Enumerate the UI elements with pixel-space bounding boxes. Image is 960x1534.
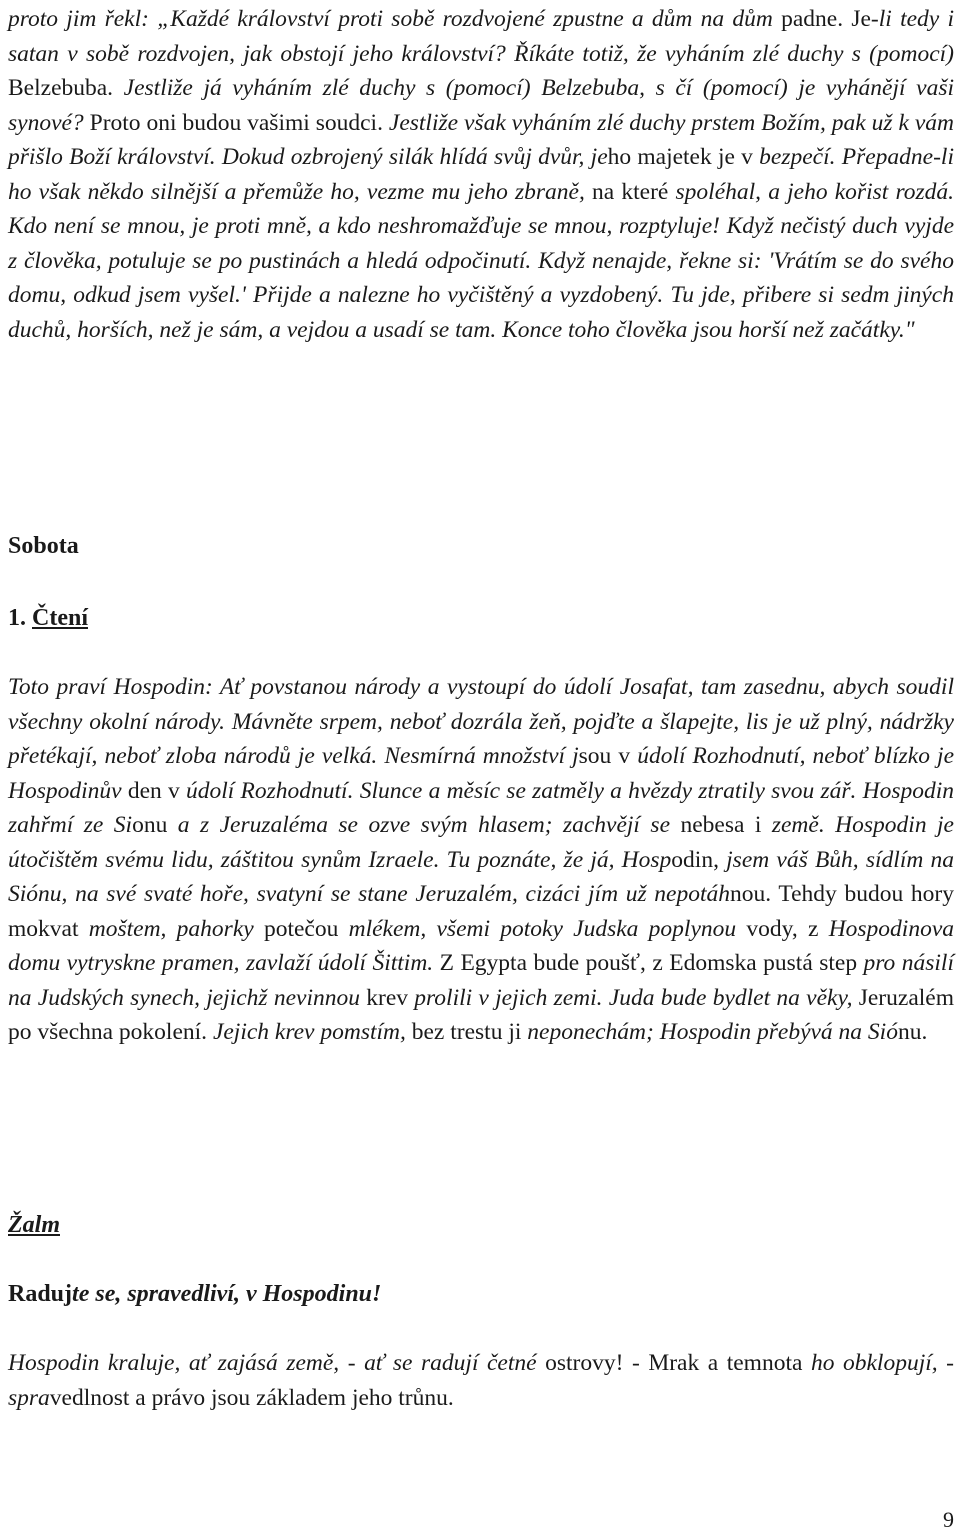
text-segment: mlékem, všemi potoky Judska poplynou <box>348 915 747 942</box>
first-reading-text <box>8 670 954 1050</box>
text-segment: sou v <box>578 743 638 769</box>
text-segment: Jestliže však vyháním zlé duchy prstem Božím, pak už k vám přišlo Boží království. Dokud ozbrojený silák hlídá svůj dvůr, je <box>8 109 954 170</box>
page-number: 9 <box>943 1507 954 1532</box>
text-segment: den v <box>127 777 186 804</box>
text-segment: bez trestu ji <box>411 1019 528 1045</box>
psalm-refrain <box>8 1277 381 1311</box>
text-segment: moštem, pahorky <box>88 915 264 942</box>
text-segment: Toto praví Hospodin: Ať povstanou národy a vystoupí do údolí Josafat, tam zasednu, abych soudil všechny okolní národy. Mávněte srpem, neboť dozrála žeň, pojďte a šlapejte, lis je už plný, nádržky přetékají, neboť zloba národů je velká. Nesmírná množství j <box>8 674 954 769</box>
text-segment: li tedy i satan v sobě rozdvojen, jak obstojí jeho království? Říkáte totiž, že vyháním zlé duchy s (pomocí) <box>8 6 955 67</box>
text-segment: potečou <box>263 915 349 942</box>
text-segment: vedlnost a právo jsou základem jeho trůnu. <box>49 1384 454 1411</box>
psalm-refrain-start: Raduj <box>8 1281 73 1307</box>
text-segment: jsem váš Bůh, sídlím na Siónu, na své svaté hoře, svatyní se stane Jeruzalém, cizáci jím už nepotáh <box>8 846 955 907</box>
text-segment: proto jim řekl: „Každé království proti sobě rozdvojené zpustne a dům na dům <box>8 6 782 32</box>
text-segment: krev <box>366 984 415 1011</box>
first-reading-heading <box>8 601 88 635</box>
first-reading-number: 1. <box>8 605 32 631</box>
text-segment: země. Hospodin je útočištěm svému lidu, záštitou synům Izraele. Tu poznáte, že já, Hosp <box>8 812 954 873</box>
text-segment: spoléhal, a jeho kořist rozdá. <box>675 178 954 205</box>
text-segment: padne. Je- <box>781 6 879 32</box>
psalm-refrain-rest: te se, spravedliví, v Hospodinu! <box>72 1281 382 1307</box>
text-segment: ho obklopují, - spra <box>8 1350 955 1411</box>
text-segment: Jestliže já vyháním zlé duchy s (pomocí) Belzebuba, s čí (pomocí) je vyhánějí vaši synové? <box>8 75 954 136</box>
text-segment: nou. Tehdy budou hory mokvat <box>8 881 955 942</box>
psalm-heading <box>8 1208 60 1242</box>
text-segment: ostrovy! - Mrak a temnota <box>545 1350 811 1376</box>
text-segment: pro násilí na Judských synech, jejichž nevinnou <box>8 950 954 1011</box>
text-segment: prolili v jejich zemi. Juda bude bydlet na věky, <box>414 984 859 1011</box>
text-segment: údolí Rozhodnutí, neboť blízko je Hospodinův <box>8 743 954 804</box>
text-segment: údolí Rozhodnutí. Slunce a měsíc se zatměly a hvězdy ztratily svou zář. Hospodin zahřmí ze Si <box>8 777 954 838</box>
text-segment: Jeruzalém po všechna pokolení. <box>8 984 954 1045</box>
text-segment: na které <box>592 178 676 205</box>
text-segment: Z Egypta bude poušť, z Edomska pustá <box>439 950 820 976</box>
text-segment: Hospodinova domu vytryskne pramen, zavlaží údolí Šittim. <box>8 915 955 976</box>
gospel-reading-continuation <box>8 2 954 347</box>
text-segment: onu <box>132 812 178 838</box>
text-segment: bezpečí. Přepadne-li ho však někdo silnější a přemůže ho, vezme mu jeho zbraně, <box>8 144 954 205</box>
text-segment: step <box>819 950 864 976</box>
day-heading: Sobota <box>8 533 79 559</box>
text-segment: vody, z <box>746 915 829 942</box>
text-segment: ho majetek je v <box>607 144 760 170</box>
psalm-text <box>8 1346 954 1415</box>
text-segment: neponechám; Hospodin přebývá na Sió <box>527 1019 898 1045</box>
text-segment: Hospodin kraluje, ať zajásá země, - ať se radují četné <box>8 1350 546 1376</box>
text-segment: odin, <box>671 846 727 873</box>
text-segment: a z Jeruzaléma se ozve svým hlasem; zachvějí se <box>177 812 681 838</box>
text-segment: Belzebuba. <box>8 75 124 101</box>
text-segment: Kdo není se mnou, je proti mně, a kdo neshromažďuje se mnou, rozptyluje! Když nečistý duch vyjde z člověka, potuluje se po pustinách a hledá odpočinutí. Když nenajde, řekne si: 'Vrátím se do svého domu, odkud jsem vyšel.' Přijde a nalezne ho vyčištěný a vyzdobený. Tu jde, přibere si sedm jiných duchů, horších, než je sám, a vejdou a usadí se tam. Konce toho člověka jsou horší než začátky." <box>8 213 954 343</box>
text-segment: nebesa i <box>680 812 772 838</box>
psalm-heading-title: Žalm <box>8 1212 60 1238</box>
text-segment: nu. <box>897 1019 928 1045</box>
text-segment: Jejich krev pomstím, <box>212 1019 412 1045</box>
first-reading-title: Čtení <box>32 605 88 631</box>
text-segment: Proto oni budou vašimi soudci. <box>89 109 389 136</box>
